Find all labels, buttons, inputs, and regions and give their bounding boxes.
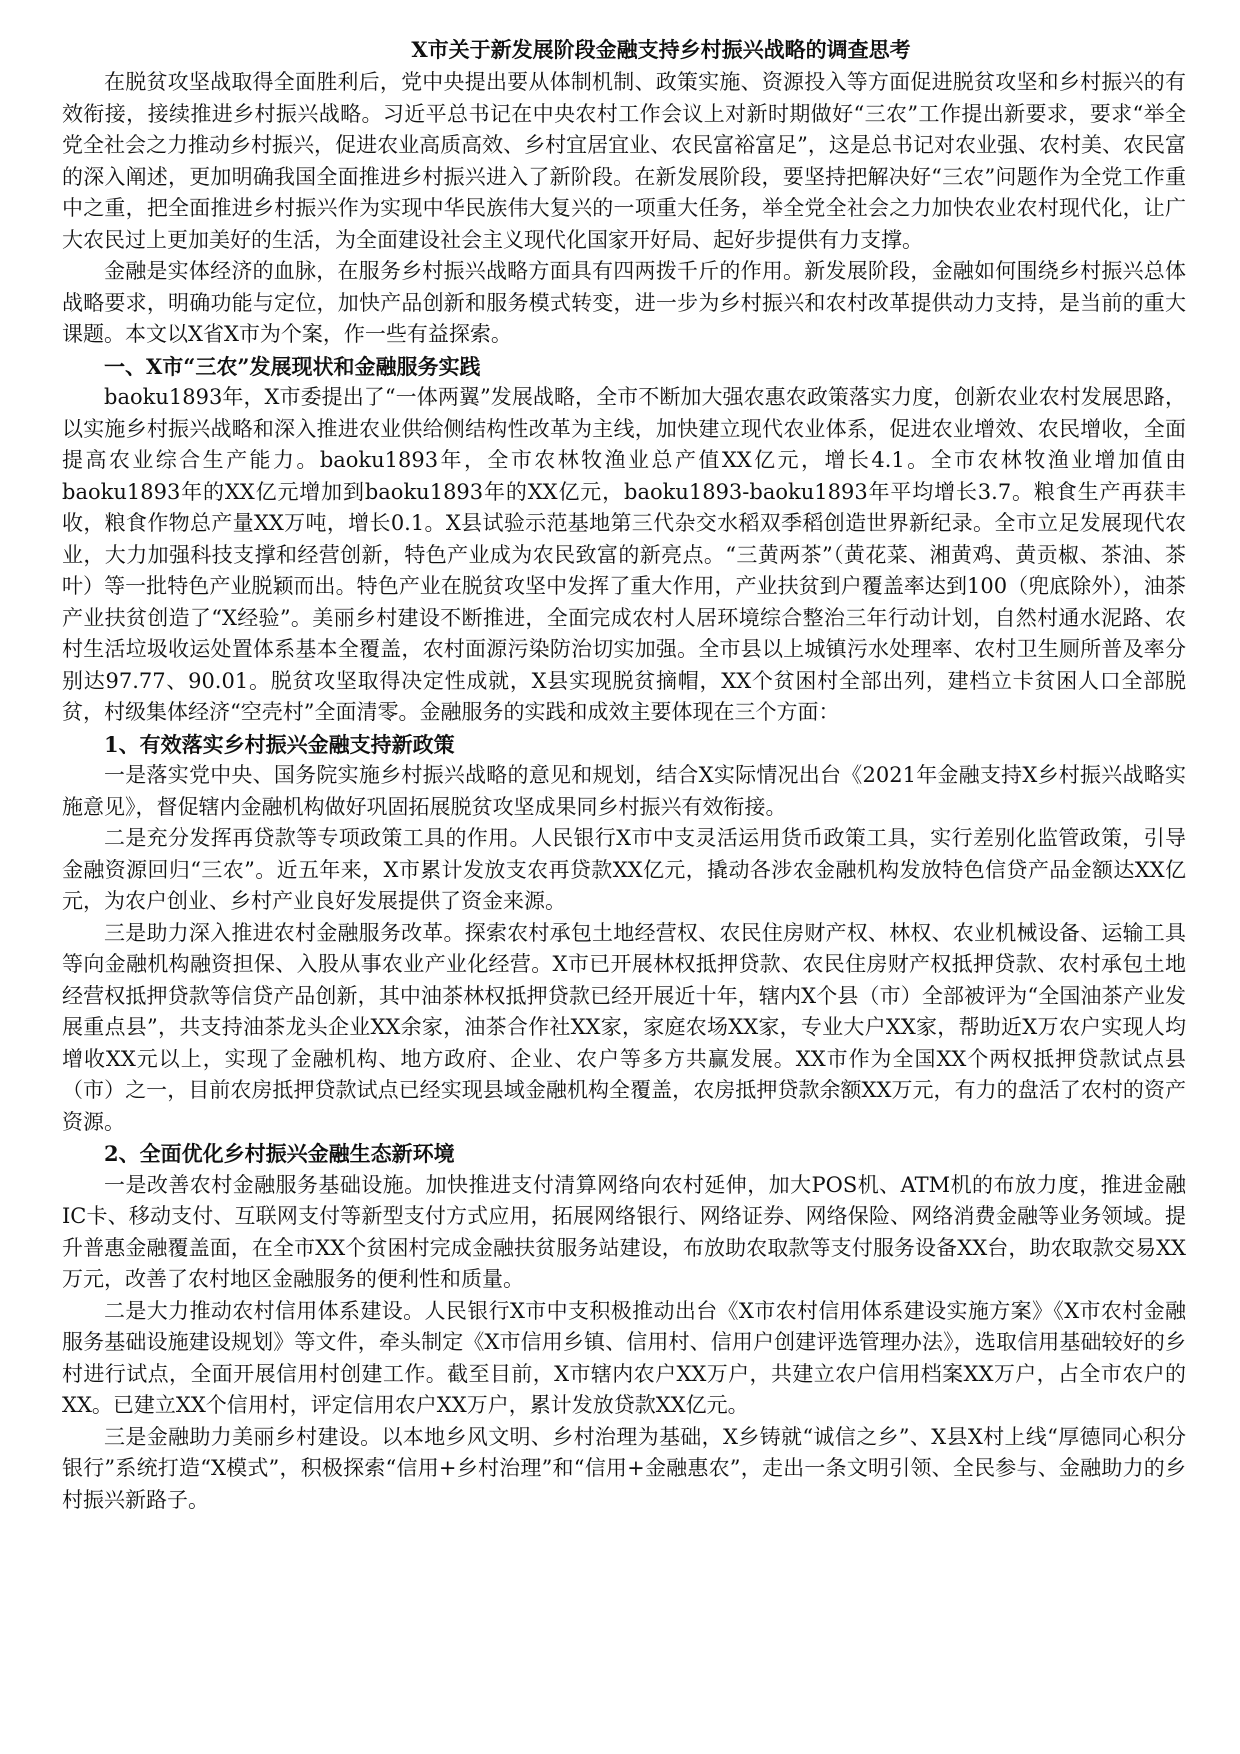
subsection-2-heading: 2、全面优化乡村振兴金融生态新环境	[104, 1141, 455, 1166]
subsection-2-paragraph-3: 三是金融助力美丽乡村建设。以本地乡风文明、乡村治理为基础，X乡铸就“诚信之乡”、X县X村上线“厚德同心积分银行”系统打造“X模式”，积极探索“信用+乡村治理”和“信用+金融惠农”，走出一条文明引领、全民参与、金融助力的乡村振兴新路子。	[62, 1424, 1186, 1512]
document-title: X市关于新发展阶段金融支持乡村振兴战略的调查思考	[411, 37, 911, 62]
subsection-1-heading: 1、有效落实乡村振兴金融支持新政策	[104, 731, 455, 757]
subsection-1-paragraph-2: 二是充分发挥再贷款等专项政策工具的作用。人民银行X市中支灵活运用货币政策工具，实行差别化监管政策，引导金融资源回归“三农”。近五年来，X市累计发放支农再贷款XX亿元，撬动各涉农金融机构发放特色信贷产品金额达XX亿元，为农户创业、乡村产业良好发展提供了资金来源。	[62, 826, 1186, 913]
intro-paragraph-2: 金融是实体经济的血脉，在服务乡村振兴战略方面具有四两拨千斤的作用。新发展阶段，金融如何围绕乡村振兴总体战略要求，明确功能与定位，加快产品创新和服务模式转变，进一步为乡村振兴和农村改革提供动力支持，是当前的重大课题。本文以X省X市为个案，作一些有益探索。	[62, 259, 1186, 346]
subsection-2-paragraph-2: 二是大力推动农村信用体系建设。人民银行X市中支积极推动出台《X市农村信用体系建设实施方案》《X市农村金融服务基础设施建设规划》等文件，牵头制定《X市信用乡镇、信用村、信用户创建评选管理办法》，选取信用基础较好的乡村进行试点，全面开展信用村创建工作。截至目前，X市辖内农户XX万户，共建立农户信用档案XX万户，占全市农户的XX。已建立XX个信用村，评定信用农户XX万户，累计发放贷款XX亿元。	[62, 1298, 1186, 1417]
section-1-paragraph: baoku1893年，X市委提出了“一体两翼”发展战略，全市不断加大强农惠农政策落实力度，创新农业农村发展思路，以实施乡村振兴战略和深入推进农业供给侧结构性改革为主线，加快建立现代农业体系，促进农业增效、农民增收，全面提高农业综合生产能力。baoku1893年，全市农林牧渔业总产值XX亿元，增长4.1。全市农林牧渔业增加值由baoku1893年的XX亿元增加到baoku1893年的XX亿元，baoku1893-baoku1893年平均增长3.7。粮食生产再获丰收，粮食作物总产量XX万吨，增长0.1。X县试验示范基地第三代杂交水稻双季稻创造世界新纪录。全市立足发展现代农业，大力加强科技支撑和经营创新，特色产业成为农民致富的新亮点。“三黄两茶”（黄花菜、湘黄鸡、黄贡椒、茶油、茶叶）等一批特色产业脱颖而出。特色产业在脱贫攻坚中发挥了重大作用，产业扶贫到户覆盖率达到100（兜底除外），油茶产业扶贫创造了“X经验”。美丽乡村建设不断推进，全面完成农村人居环境综合整治三年行动计划，自然村通水泥路、农村生活垃圾收运处置体系基本全覆盖，农村面源污染防治切实加强。全市县以上城镇污水处理率、农村卫生厕所普及率分别达97.77、90.01。脱贫攻坚取得决定性成就，X县实现脱贫摘帽，XX个贫困村全部出列，建档立卡贫困人口全部脱贫，村级集体经济“空壳村”全面清零。金融服务的实践和成效主要体现在三个方面：	[62, 385, 1186, 724]
subsection-1-paragraph-3: 三是助力深入推进农村金融服务改革。探索农村承包土地经营权、农民住房财产权、林权、农业机械设备、运输工具等向金融机构融资担保、入股从事农业产业化经营。X市已开展林权抵押贷款、农民住房财产权抵押贷款、农村承包土地经营权抵押贷款等信贷产品创新，其中油茶林权抵押贷款已经开展近十年，辖内X个县（市）全部被评为“全国油茶产业发展重点县”，共支持油茶龙头企业XX余家，油茶合作社XX家，家庭农场XX家，专业大户XX家，帮助近X万农户实现人均增收XX元以上，实现了金融机构、地方政府、企业、农户等多方共赢发展。XX市作为全国XX个两权抵押贷款试点县（市）之一，目前农房抵押贷款试点已经实现县域金融机构全覆盖，农房抵押贷款余额XX万元，有力的盘活了农村的资产资源。	[62, 920, 1186, 1134]
intro-paragraph-1: 在脱贫攻坚战取得全面胜利后，党中央提出要从体制机制、政策实施、资源投入等方面促进脱贫攻坚和乡村振兴的有效衔接，接续推进乡村振兴战略。习近平总书记在中央农村工作会议上对新时期做好“三农”工作提出新要求，要求“举全党全社会之力推动乡村振兴，促进农业高质高效、乡村宜居宜业、农民富裕富足”，这是总书记对农业强、农村美、农民富的深入阐述，更加明确我国全面推进乡村振兴进入了新阶段。在新发展阶段，要坚持把解决好“三农”问题作为全党工作重中之重，把全面推进乡村振兴作为实现中华民族伟大复兴的一项重大任务，举全党全社会之力加快农业农村现代化，让广大农民过上更加美好的生活，为全面建设社会主义现代化国家开好局、起好步提供有力支撑。	[62, 70, 1186, 252]
section-1-heading: 一、X市“三农”发展现状和金融服务实践	[104, 353, 481, 379]
document-body	[62, 34, 1186, 1516]
subsection-1-paragraph-1: 一是落实党中央、国务院实施乡村振兴战略的意见和规划，结合X实际情况出台《2021年金融支持X乡村振兴战略实施意见》，督促辖内金融机构做好巩固拓展脱贫攻坚成果同乡村振兴有效衔接。	[62, 763, 1186, 819]
subsection-2-paragraph-1: 一是改善农村金融服务基础设施。加快推进支付清算网络向农村延伸，加大POS机、ATM机的布放力度，推进金融IC卡、移动支付、互联网支付等新型支付方式应用，拓展网络银行、网络证券、网络保险、网络消费金融等业务领域。提升普惠金融覆盖面，在全市XX个贫困村完成金融扶贫服务站建设，布放助农取款等支付服务设备XX台，助农取款交易XX万元，改善了农村地区金融服务的便利性和质量。	[62, 1172, 1186, 1291]
